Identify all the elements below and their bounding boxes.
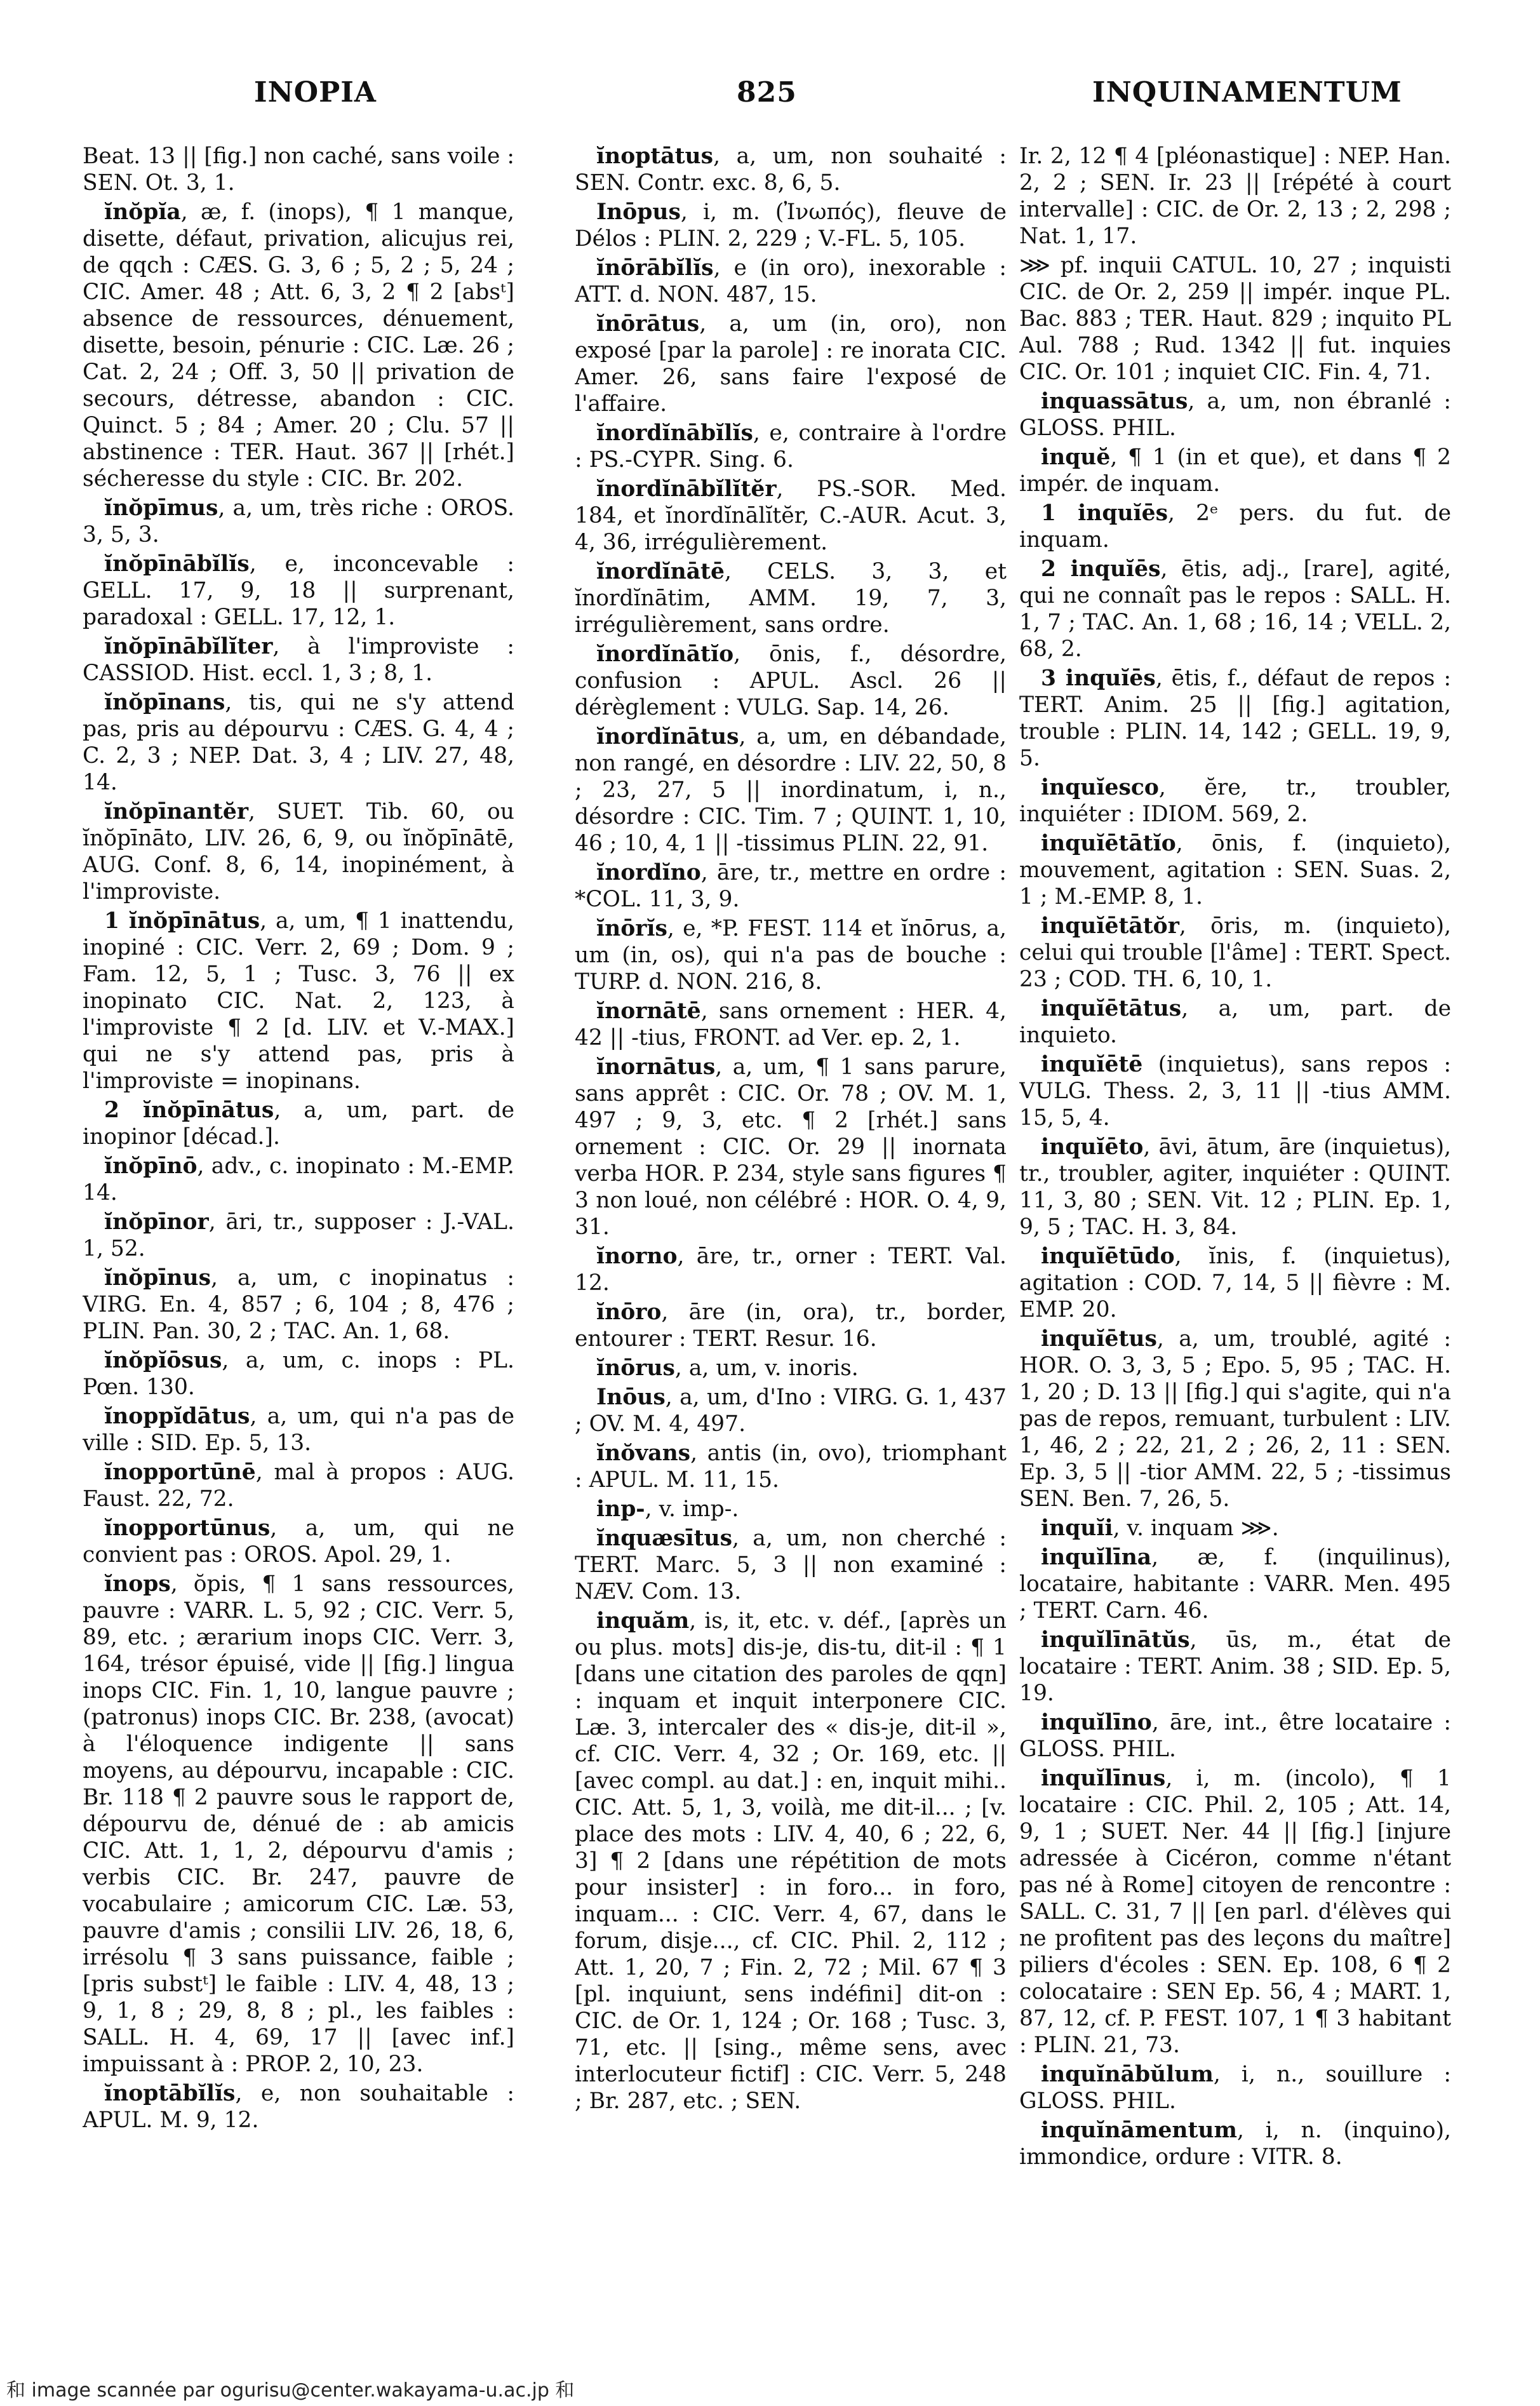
- entry-definition: , e (in oro), inexorable : ATT. d. NON. 487, 15.: [575, 255, 1007, 307]
- entry-headword: inp-: [596, 1496, 645, 1522]
- entry-headword: inquĭēto: [1041, 1134, 1144, 1160]
- entry-headword: inquăm: [596, 1608, 690, 1634]
- entry-definition: , a, um, très riche : OROS. 3, 5, 3.: [83, 495, 514, 548]
- dictionary-entry: [83, 1515, 514, 1568]
- entry-headword: 1 ĭnŏpīnātus: [104, 908, 260, 934]
- entry-definition: , a, um, v. inoris.: [674, 1355, 859, 1381]
- entry-headword: ĭnŏpīnus: [104, 1265, 211, 1291]
- entry-headword: ĭnoptātus: [596, 144, 714, 169]
- entry-definition: , a, um, c inopinatus : VIRG. En. 4, 857 ; 6, 104 ; 8, 476 ; PLIN. Pan. 30, 2 ; TAC. An. 1, 68.: [83, 1265, 514, 1344]
- entry-headword: ĭnŏpīmus: [104, 495, 218, 521]
- entry-headword: inquĭlīno: [1041, 1710, 1152, 1735]
- dictionary-entry: [1019, 1051, 1451, 1131]
- dictionary-entry: [1019, 252, 1451, 386]
- entry-definition: , 2ᵉ pers. du fut. de inquam.: [1019, 501, 1451, 553]
- entry-definition: , a, um, d'Ino : VIRG. G. 1, 437 ; OV. M. 4, 497.: [575, 1385, 1007, 1437]
- entry-headword: Inōus: [596, 1385, 666, 1410]
- entry-headword: ĭnordĭnātĭo: [596, 642, 734, 667]
- entry-definition: , āre, tr., orner : TERT. Val. 12.: [575, 1244, 1007, 1296]
- entry-headword: ĭnŏpĭa: [104, 199, 181, 225]
- dictionary-entry: [575, 998, 1007, 1051]
- entry-headword: inquĭnābŭlum: [1041, 2062, 1214, 2087]
- dictionary-entry: [83, 689, 514, 796]
- entry-definition: , PS.-SOR. Med. 184, et ĭnordĭnālĭtĕr, C.-AUR. Acut. 3, 4, 36, irrégulièrement.: [575, 476, 1007, 555]
- dictionary-entry: [575, 1384, 1007, 1437]
- dictionary-entry: [1019, 1515, 1451, 1542]
- dictionary-entry: [575, 1355, 1007, 1381]
- dictionary-entry: [1019, 1627, 1451, 1707]
- entry-definition: , ŏpis, ¶ 1 sans ressources, pauvre : VARR. L. 5, 92 ; CIC. Verr. 5, 89, etc. ; ærarium inops CIC. Verr. 3, 164, trésor épuisé, vide || [fig.] lingua inops CIC. Fin. 1, 10, langue pauvre ; (patronus) inops CIC. Br. 238, (avocat) à l'éloquence indigente || sans moyens, au dépourvu, incapable : CIC. Br. 118 ¶ 2 pauvre sous le rapport de, dépourvu de, dénué de : ab amicis CIC. Att. 1, 1, 2, dépourvu d'amis ; verbis CIC. Br. 247, pauvre de vocabulaire ; amicorum CIC. Læ. 53, pauvre d'amis ; consilii LIV. 26, 18, 6, irrésolu ¶ 3 sans puissance, faible ; [pris substᵗ] le faible : LIV. 4, 48, 13 ; 9, 1, 8 ; 29, 8, 8 ; pl., les faibles : SALL. H. 4, 69, 17 || [avec inf.] impuissant à : PROP. 2, 10, 23.: [83, 1571, 514, 2077]
- entry-headword: ĭnoppĭdātus: [104, 1404, 250, 1429]
- entry-headword: inquassātus: [1041, 389, 1188, 414]
- entry-headword: ĭnoptābĭlĭs: [104, 2081, 236, 2106]
- entry-headword: inquĭētātŏr: [1041, 913, 1179, 939]
- entry-definition: , tis, qui ne s'y attend pas, pris au dépourvu : CÆS. G. 4, 4 ; C. 2, 3 ; NEP. Dat. 3, 4 ; LIV. 27, 48, 14.: [83, 690, 514, 795]
- entry-definition: , i, m. (incolo), ¶ 1 locataire : CIC. Phil. 2, 105 ; Att. 14, 9, 1 ; SUET. Ner. 44 || [fig.] [injure adressée à Cicéron, comme n'étant pas né à Rome] citoyen de rencontre : SALL. C. 31, 7 || [en parl. d'élèves qui ne profitent pas des leçons du maître] piliers d'écoles : SEN. Ep. 108, 6 ¶ 2 colocataire : SEN Ep. 56, 4 ; MART. 1, 87, 12, cf. P. FEST. 107, 1 ¶ 3 habitant : PLIN. 21, 73.: [1019, 1766, 1451, 2058]
- dictionary-entry: [83, 551, 514, 631]
- dictionary-entry: [575, 1299, 1007, 1352]
- dictionary-entry: [1019, 1243, 1451, 1323]
- entry-definition: Ir. 2, 12 ¶ 4 [pléonastique] : NEP. Han. 2, 2 ; SEN. Ir. 23 || [répété à court intervalle] : CIC. de Or. 2, 13 ; 2, 298 ; Nat. 1, 17.: [1019, 144, 1451, 249]
- entry-definition: , v. imp-.: [645, 1496, 739, 1522]
- dictionary-entry: [83, 1347, 514, 1401]
- entry-definition: , e, *P. FEST. 114 et ĭnōrus, a, um (in, os), qui n'a pas de bouche : TURP. d. NON. 216, 8.: [575, 916, 1007, 995]
- dictionary-entry: [575, 1243, 1007, 1296]
- dictionary-entry: [575, 1440, 1007, 1493]
- entry-headword: ĭnōrābĭlĭs: [596, 255, 714, 281]
- entry-definition: , adv., c. inopinato : M.-EMP. 14.: [83, 1153, 514, 1206]
- dictionary-entry: [83, 1265, 514, 1345]
- dictionary-entry: [575, 558, 1007, 638]
- entry-definition: , a, um, troublé, agité : HOR. O. 3, 3, 5 ; Epo. 5, 95 ; TAC. H. 1, 20 ; D. 13 || [fig.] qui s'agite, qui n'a pas de repos, remuant, turbulent : LIV. 1, 46, 2 ; 22, 21, 2 ; 26, 2, 11 : SEN. Ep. 3, 5 || -tior AMM. 22, 5 ; -tissimus SEN. Ben. 7, 26, 5.: [1019, 1326, 1451, 1512]
- dictionary-entry: [83, 495, 514, 548]
- entry-definition: , SUET. Tib. 60, ou ĭnŏpīnāto, LIV. 26, 6, 9, ou ĭnŏpīnātē, AUG. Conf. 8, 6, 14, inopinément, à l'improviste.: [83, 799, 514, 904]
- entry-headword: 1 inquĭēs: [1041, 501, 1168, 526]
- dictionary-entry: [575, 1525, 1007, 1605]
- dictionary-entry: [83, 2080, 514, 2134]
- entry-definition: , à l'improviste : CASSIOD. Hist. eccl. 1, 3 ; 8, 1.: [83, 634, 514, 686]
- dictionary-entry: [83, 1571, 514, 2078]
- dictionary-entry: [83, 1153, 514, 1206]
- entry-headword: ĭnordĭnābĭlĭs: [596, 420, 753, 446]
- entry-headword: 3 inquĭēs: [1041, 666, 1156, 691]
- dictionary-entry: [1019, 1765, 1451, 2059]
- entry-headword: 2 ĭnŏpīnātus: [104, 1098, 274, 1123]
- entry-headword: inquĭlīnātŭs: [1041, 1627, 1190, 1653]
- dictionary-entry: [1019, 1544, 1451, 1624]
- entry-headword: ĭnŏpīnans: [104, 690, 225, 715]
- entry-headword: inquĭētātus: [1041, 996, 1182, 1021]
- entry-definition: , a, um, ¶ 1 inattendu, inopiné : CIC. Verr. 2, 69 ; Dom. 9 ; Fam. 12, 5, 1 ; Tusc. 3, 76 || ex inopinato CIC. Nat. 2, 123, à l'improviste ¶ 2 [d. LIV. et V.-MAX.] qui ne s'y attend pas, pris à l'improviste = inopinans.: [83, 908, 514, 1094]
- dictionary-entry: [575, 915, 1007, 995]
- entry-definition: , ĭnis, f. (inquietus), agitation : COD. 7, 14, 5 || fièvre : M. EMP. 20.: [1019, 1244, 1451, 1322]
- dictionary-entry: [1019, 2117, 1451, 2170]
- page-header: [0, 76, 1540, 133]
- entry-headword: 2 inquĭēs: [1041, 556, 1161, 582]
- dictionary-entry: [83, 798, 514, 905]
- entry-headword: ĭnordĭno: [596, 860, 701, 885]
- entry-definition: , v. inquam ⋙.: [1113, 1516, 1279, 1541]
- entry-definition: , ētis, f., défaut de repos : TERT. Anim. 25 || [fig.] agitation, trouble : PLIN. 14, 142 ; GELL. 19, 9, 5.: [1019, 666, 1451, 771]
- dictionary-entry: [575, 1496, 1007, 1522]
- entry-definition: , antis (in, ovo), triomphant : APUL. M. 11, 15.: [575, 1441, 1007, 1493]
- entry-definition: , e, contraire à l'ordre : PS.-CYPR. Sing. 6.: [575, 420, 1007, 473]
- dictionary-entry: [83, 1209, 514, 1262]
- entry-definition: , a, um, non ébranlé : GLOSS. PHIL.: [1019, 389, 1451, 441]
- entry-definition: , a, um, qui ne convient pas : OROS. Apol. 29, 1.: [83, 1516, 514, 1568]
- entry-definition: , a, um, non souhaité : SEN. Contr. exc. 8, 6, 5.: [575, 144, 1007, 196]
- dictionary-entry: [575, 1054, 1007, 1240]
- entry-definition: ⋙ pf. inquii CATUL. 10, 27 ; inquisti CIC. de Or. 2, 259 || impér. inque PL. Bac. 883 ; TER. Haut. 829 ; inquito PL Aul. 788 ; Rud. 1342 || fut. inquies CIC. Or. 101 ; inquiet CIC. Fin. 4, 71.: [1019, 253, 1451, 385]
- entry-headword: ĭnornātus: [596, 1054, 716, 1080]
- entry-headword: ĭnŏpīnābĭlĭter: [104, 634, 273, 659]
- entry-headword: inquĭētē: [1041, 1052, 1143, 1077]
- entry-definition: , æ, f. (inops), ¶ 1 manque, disette, défaut, privation, alicujus rei, de qqch : CÆS. G. 3, 6 ; 5, 2 ; 5, 24 ; CIC. Amer. 48 ; Att. 6, 3, 2 ¶ 2 [absᵗ] absence de ressources, dénuement, disette, besoin, pénurie : CIC. Læ. 26 ; Cat. 2, 24 ; Off. 3, 50 || privation de secours, détresse, abandon : CIC. Quinct. 5 ; 84 ; Amer. 20 ; Clu. 57 || abstinence : TER. Haut. 367 || [rhét.] sécheresse du style : CIC. Br. 202.: [83, 199, 514, 492]
- dictionary-entry: [1019, 143, 1451, 250]
- dictionary-entry: [83, 1459, 514, 1512]
- entry-definition: , ōnis, f. (inquieto), mouvement, agitation : SEN. Suas. 2, 1 ; M.-EMP. 8, 1.: [1019, 831, 1451, 910]
- dictionary-entry: [83, 143, 514, 196]
- entry-headword: ĭnŏpīnābĭlĭs: [104, 551, 250, 577]
- dictionary-entry: [1019, 500, 1451, 553]
- entry-headword: ĭnōrĭs: [596, 916, 667, 941]
- entry-headword: ĭnŏpīnor: [104, 1209, 209, 1235]
- entry-headword: ĭnŏvans: [596, 1441, 691, 1466]
- entry-definition: , āri, tr., supposer : J.-VAL. 1, 52.: [83, 1209, 514, 1261]
- dictionary-entry: [575, 199, 1007, 252]
- entry-headword: ĭnops: [104, 1571, 171, 1597]
- scan-credit: 和 image scannée par ogurisu@center.wakayama-u.ac.jp 和: [6, 2379, 575, 2402]
- dictionary-column-2: [575, 143, 1007, 2353]
- dictionary-entry: [575, 255, 1007, 308]
- dictionary-entry: [83, 1097, 514, 1150]
- dictionary-entry: [1019, 1134, 1451, 1240]
- entry-headword: ĭnōrus: [596, 1355, 675, 1381]
- entry-definition: Beat. 13 || [fig.] non caché, sans voile : SEN. Ot. 3, 1.: [83, 144, 514, 196]
- entry-definition: , e, non souhaitable : APUL. M. 9, 12.: [83, 2081, 514, 2133]
- entry-definition: , a, um, qui n'a pas de ville : SID. Ep. 5, 13.: [83, 1404, 514, 1456]
- dictionary-entry: [83, 633, 514, 687]
- dictionary-entry: [575, 420, 1007, 473]
- dictionary-entry: [83, 908, 514, 1094]
- entry-headword: ĭnornātē: [596, 998, 701, 1024]
- entry-headword: inquĭnāmentum: [1041, 2118, 1238, 2143]
- entry-definition: , e, inconcevable : GELL. 17, 9, 18 || surprenant, paradoxal : GELL. 17, 12, 1.: [83, 551, 514, 630]
- entry-headword: ĭnorno: [596, 1244, 678, 1269]
- entry-headword: ĭnordĭnātus: [596, 724, 739, 749]
- entry-definition: , a, um, ¶ 1 sans parure, sans apprêt : CIC. Or. 78 ; OV. M. 1, 497 ; 9, 3, etc. ¶ 2 [rhét.] sans ornement : CIC. Or. 29 || inornata verba HOR. P. 234, style sans figures ¶ 3 non loué, non célébré : HOR. O. 4, 9, 31.: [575, 1054, 1007, 1240]
- dictionary-entry: [1019, 2061, 1451, 2114]
- entry-definition: , ¶ 1 (in et que), et dans ¶ 2 impér. de inquam.: [1019, 445, 1451, 497]
- entry-headword: ĭnordĭnātē: [596, 559, 725, 584]
- entry-headword: ĭnōrātus: [596, 311, 700, 337]
- dictionary-entry: [1019, 556, 1451, 662]
- entry-headword: inquĕ: [1041, 445, 1111, 470]
- dictionary-entry: [83, 1403, 514, 1456]
- entry-headword: ĭnopportūnē: [104, 1460, 256, 1485]
- entry-definition: , sans ornement : HER. 4, 42 || -tius, FRONT. ad Ver. ep. 2, 1.: [575, 998, 1007, 1051]
- dictionary-entry: [575, 859, 1007, 913]
- dictionary-entry: [575, 723, 1007, 857]
- entry-headword: inquĭētātĭo: [1041, 831, 1176, 856]
- entry-headword: inquĭētus: [1041, 1326, 1157, 1352]
- entry-headword: ĭnquæsītus: [596, 1526, 733, 1551]
- dictionary-column-1: [83, 143, 514, 2353]
- entry-headword: Inōpus: [596, 199, 681, 225]
- entry-definition: , i, n., souillure : GLOSS. PHIL.: [1019, 2062, 1451, 2114]
- dictionary-entry: [83, 199, 514, 492]
- dictionary-entry: [1019, 1709, 1451, 1763]
- entry-definition: , a, um, en débandade, non rangé, en désordre : LIV. 22, 50, 8 ; 23, 27, 5 || inordinatum, i, n., désordre : CIC. Tim. 7 ; QUINT. 1, 10, 46 ; 10, 4, 1 || -tissimus PLIN. 22, 91.: [575, 724, 1007, 856]
- entry-headword: ĭnŏpīnantĕr: [104, 799, 249, 824]
- entry-definition: , āre, int., être locataire : GLOSS. PHIL.: [1019, 1710, 1451, 1762]
- entry-headword: inquĭlīnus: [1041, 1766, 1166, 1791]
- entry-definition: , i, n. (inquino), immondice, ordure : VITR. 8.: [1019, 2118, 1451, 2170]
- entry-headword: inquĭlīna: [1041, 1545, 1152, 1570]
- page-number: 825: [737, 76, 797, 109]
- dictionary-entry: [575, 311, 1007, 417]
- entry-definition: , is, it, etc. v. déf., [après un ou plus. mots] dis-je, dis-tu, dit-il : ¶ 1 [dans une citation des paroles de qqn] : inquam et inquit interponere CIC. Læ. 3, intercaler des « dis-je, dit-il », cf. CIC. Verr. 4, 32 ; Or. 169, etc. || [avec compl. au dat.] : en, inquit mihi.. CIC. Att. 5, 1, 3, voilà, me dit-il... ; [v. place des mots : LIV. 4, 40, 6 ; 22, 6, 3] ¶ 2 [dans une répétition de mots pour insister] : in foro... in foro, inquam... : CIC. Verr. 4, 67, dans le forum, disje..., cf. CIC. Phil. 2, 112 ; Att. 1, 20, 7 ; Fin. 2, 72 ; Mil. 67 ¶ 3 [pl. inquiunt, sens indéfini] dit-on : CIC. de Or. 1, 124 ; Or. 168 ; Tusc. 3, 71, etc. || [sing., même sens, avec interlocuteur fictif] : CIC. Verr. 5, 248 ; Br. 287, etc. ; SEN.: [575, 1608, 1007, 2114]
- entry-definition: , CELS. 3, 3, et ĭnordĭnātim, AMM. 19, 7, 3, irrégulièrement, sans ordre.: [575, 559, 1007, 638]
- entry-definition: , æ, f. (inquilinus), locataire, habitante : VARR. Men. 495 ; TERT. Carn. 46.: [1019, 1545, 1451, 1623]
- entry-definition: , ūs, m., état de locataire : TERT. Anim. 38 ; SID. Ep. 5, 19.: [1019, 1627, 1451, 1706]
- entry-definition: (inquietus), sans repos : VULG. Thess. 2, 3, 11 || -tius AMM. 15, 5, 4.: [1019, 1052, 1451, 1131]
- entry-headword: inquĭesco: [1041, 775, 1159, 800]
- dictionary-entry: [1019, 388, 1451, 441]
- dictionary-entry: [575, 641, 1007, 721]
- entry-definition: , āre (in, ora), tr., border, entourer : TERT. Resur. 16.: [575, 1300, 1007, 1352]
- entry-definition: , a, um, c. inops : PL. Pœn. 130.: [83, 1348, 514, 1400]
- dictionary-entry: [1019, 1326, 1451, 1512]
- running-head-right: INQUINAMENTUM: [1092, 76, 1402, 109]
- entry-headword: ĭnōro: [596, 1300, 662, 1325]
- entry-headword: inquĭi: [1041, 1516, 1113, 1541]
- dictionary-entry: [1019, 444, 1451, 497]
- entry-headword: ĭnŏpīnō: [104, 1153, 198, 1179]
- dictionary-entry: [575, 476, 1007, 556]
- dictionary-entry: [1019, 913, 1451, 993]
- entry-definition: , mal à propos : AUG. Faust. 22, 72.: [83, 1460, 514, 1512]
- dictionary-column-3: [1019, 143, 1451, 2353]
- entry-definition: , a, um, part. de inopinor [décad.].: [83, 1098, 514, 1150]
- entry-headword: ĭnŏpĭōsus: [104, 1348, 222, 1373]
- running-head-left: INOPIA: [254, 76, 377, 109]
- entry-definition: , i, m. (Ἰνωπός), fleuve de Délos : PLIN. 2, 229 ; V.-FL. 5, 105.: [575, 199, 1007, 252]
- dictionary-entry: [1019, 995, 1451, 1049]
- entry-headword: inquĭētūdo: [1041, 1244, 1175, 1269]
- dictionary-entry: [575, 1608, 1007, 2114]
- entry-headword: ĭnopportūnus: [104, 1516, 271, 1541]
- entry-definition: , a, um, part. de inquieto.: [1019, 996, 1451, 1048]
- entry-definition: , ĕre, tr., troubler, inquiéter : IDIOM. 569, 2.: [1019, 775, 1451, 827]
- entry-definition: , a, um, non cherché : TERT. Marc. 5, 3 || non examiné : NÆV. Com. 13.: [575, 1526, 1007, 1604]
- entry-definition: , āvi, ātum, āre (inquietus), tr., troubler, agiter, inquiéter : QUINT. 11, 3, 80 ; SEN. Vit. 12 ; PLIN. Ep. 1, 9, 5 ; TAC. H. 3, 84.: [1019, 1134, 1451, 1240]
- entry-definition: , āre, tr., mettre en ordre : *COL. 11, 3, 9.: [575, 860, 1007, 912]
- entry-definition: , ētis, adj., [rare], agité, qui ne connaît pas le repos : SALL. H. 1, 7 ; TAC. An. 1, 68 ; 16, 14 ; VELL. 2, 68, 2.: [1019, 556, 1451, 662]
- dictionary-entry: [1019, 830, 1451, 910]
- dictionary-entry: [575, 143, 1007, 196]
- dictionary-entry: [1019, 665, 1451, 772]
- entry-definition: , ōnis, f., désordre, confusion : APUL. Ascl. 26 || dérèglement : VULG. Sap. 14, 26.: [575, 642, 1007, 720]
- entry-definition: , ōris, m. (inquieto), celui qui trouble [l'âme] : TERT. Spect. 23 ; COD. TH. 6, 10, 1.: [1019, 913, 1451, 992]
- entry-definition: , a, um (in, oro), non exposé [par la parole] : re inorata CIC. Amer. 26, sans faire l'exposé de l'affaire.: [575, 311, 1007, 417]
- dictionary-entry: [1019, 774, 1451, 828]
- entry-headword: ĭnordĭnābĭlĭtĕr: [596, 476, 777, 502]
